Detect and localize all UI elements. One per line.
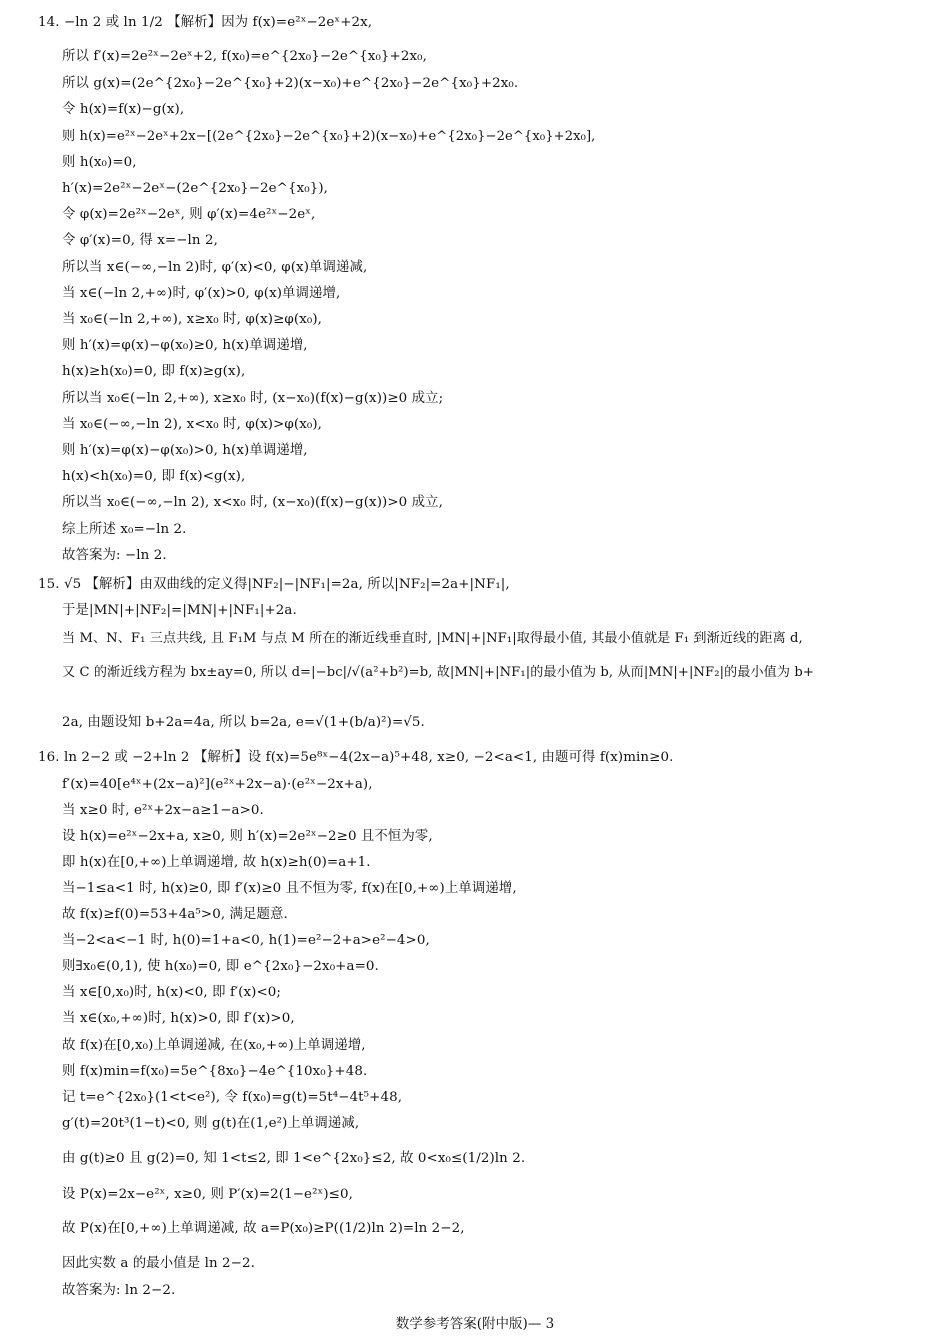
p16-line-6: 当−1≤a<1 时, h(x)≥0, 即 f′(x)≥0 且不恒为零, f(x)在[0,+∞)上单调递增, — [62, 881, 517, 896]
p14-line-6: 则 h(x₀)=0, — [62, 155, 137, 170]
p16-line-2: f′(x)=40[e⁴ˣ+(2x−a)²](e²ˣ+2x−a)·(e²ˣ−2x+a), — [62, 777, 373, 792]
p16-line-19: 因此实数 a 的最小值是 ln 2−2. — [62, 1256, 255, 1271]
p16-line-13: 则 f(x)min=f(x₀)=5e^{8x₀}−4e^{10x₀}+48. — [62, 1064, 368, 1079]
p14-line-15: 所以当 x₀∈(−ln 2,+∞), x≥x₀ 时, (x−x₀)(f(x)−g(x))≥0 成立; — [62, 391, 444, 406]
p16-line-3: 当 x≥0 时, e²ˣ+2x−a≥1−a>0. — [62, 803, 264, 818]
p14-line-12: 当 x₀∈(−ln 2,+∞), x≥x₀ 时, φ(x)≥φ(x₀), — [62, 312, 323, 327]
p15-line-5: 2a, 由题设知 b+2a=4a, 所以 b=2a, e=√(1+(b/a)²)=√5. — [62, 715, 425, 730]
page-footer: 数学参考答案(附中版)— 3 — [395, 1316, 555, 1332]
p14-line-9: 令 φ′(x)=0, 得 x=−ln 2, — [62, 233, 218, 248]
p16-line-18: 故 P(x)在[0,+∞)上单调递减, 故 a=P(x₀)≥P((1/2)ln 2)=ln 2−2, — [62, 1221, 465, 1236]
p14-line-5: 则 h(x)=e²ˣ−2eˣ+2x−[(2e^{2x₀}−2e^{x₀}+2)(x−x₀)+e^{2x₀}−2e^{x₀}+2x₀], — [62, 129, 596, 144]
p16-line-12: 故 f(x)在[0,x₀)上单调递减, 在(x₀,+∞)上单调递增, — [62, 1038, 366, 1053]
p14-line-17: 则 h′(x)=φ(x)−φ(x₀)>0, h(x)单调递增, — [62, 443, 308, 458]
p16-line-15: g′(t)=20t³(1−t)<0, 则 g(t)在(1,e²)上单调递减, — [62, 1116, 360, 1131]
p14-line-1: 14. −ln 2 或 ln 1/2 【解析】因为 f(x)=e²ˣ−2eˣ+2x, — [38, 15, 373, 30]
p15-line-4: 又 C 的渐近线方程为 bx±ay=0, 所以 d=|−bc|/√(a²+b²)=b, 故|MN|+|NF₁|的最小值为 b, 从而|MN|+|NF₂|的最小值为 b+ — [62, 665, 814, 680]
p14-line-19: 所以当 x₀∈(−∞,−ln 2), x<x₀ 时, (x−x₀)(f(x)−g(x))>0 成立, — [62, 495, 443, 510]
p16-line-4: 设 h(x)=e²ˣ−2x+a, x≥0, 则 h′(x)=2e²ˣ−2≥0 且不恒为零, — [62, 829, 433, 844]
p16-line-9: 则∃x₀∈(0,1), 使 h(x₀)=0, 即 e^{2x₀}−2x₀+a=0. — [62, 959, 379, 974]
p15-line-3: 当 M、N、F₁ 三点共线, 且 F₁M 与点 M 所在的渐近线垂直时, |MN|+|NF₁|取得最小值, 其最小值就是 F₁ 到渐近线的距离 d, — [62, 631, 803, 646]
p16-line-14: 记 t=e^{2x₀}(1<t<e²), 令 f(x₀)=g(t)=5t⁴−4t⁵+48, — [62, 1090, 403, 1105]
p16-line-11: 当 x∈(x₀,+∞)时, h(x)>0, 即 f′(x)>0, — [62, 1011, 295, 1026]
p16-line-1: 16. ln 2−2 或 −2+ln 2 【解析】设 f(x)=5e⁸ˣ−4(2x−a)⁵+48, x≥0, −2<a<1, 由题可得 f(x)min≥0. — [38, 750, 674, 765]
p14-line-7: h′(x)=2e²ˣ−2eˣ−(2e^{2x₀}−2e^{x₀}), — [62, 181, 329, 196]
p14-line-16: 当 x₀∈(−∞,−ln 2), x<x₀ 时, φ(x)>φ(x₀), — [62, 417, 323, 432]
p14-line-18: h(x)<h(x₀)=0, 即 f(x)<g(x), — [62, 469, 246, 484]
p14-line-10: 所以当 x∈(−∞,−ln 2)时, φ′(x)<0, φ(x)单调递减, — [62, 260, 368, 275]
p16-line-7: 故 f(x)≥f(0)=53+4a⁵>0, 满足题意. — [62, 907, 288, 922]
p16-line-17: 设 P(x)=2x−e²ˣ, x≥0, 则 P′(x)=2(1−e²ˣ)≤0, — [62, 1187, 353, 1202]
p14-line-2: 所以 f′(x)=2e²ˣ−2eˣ+2, f(x₀)=e^{2x₀}−2e^{x₀}+2x₀, — [62, 49, 427, 64]
p14-line-20: 综上所述 x₀=−ln 2. — [62, 522, 187, 537]
p14-line-8: 令 φ(x)=2e²ˣ−2eˣ, 则 φ′(x)=4e²ˣ−2eˣ, — [62, 207, 316, 222]
p15-line-2: 于是|MN|+|NF₂|=|MN|+|NF₁|+2a. — [62, 603, 297, 618]
p16-line-10: 当 x∈[0,x₀)时, h(x)<0, 即 f′(x)<0; — [62, 985, 282, 1000]
p14-line-4: 令 h(x)=f(x)−g(x), — [62, 102, 185, 117]
p15-line-1: 15. √5 【解析】由双曲线的定义得|NF₂|−|NF₁|=2a, 所以|NF₂|=2a+|NF₁|, — [38, 577, 510, 592]
p14-line-11: 当 x∈(−ln 2,+∞)时, φ′(x)>0, φ(x)单调递增, — [62, 286, 341, 301]
p16-line-20: 故答案为: ln 2−2. — [62, 1283, 176, 1298]
p14-line-13: 则 h′(x)=φ(x)−φ(x₀)≥0, h(x)单调递增, — [62, 338, 308, 353]
p14-line-3: 所以 g(x)=(2e^{2x₀}−2e^{x₀}+2)(x−x₀)+e^{2x₀}−2e^{x₀}+2x₀. — [62, 76, 519, 91]
p14-line-21: 故答案为: −ln 2. — [62, 548, 167, 563]
p14-line-14: h(x)≥h(x₀)=0, 即 f(x)≥g(x), — [62, 364, 246, 379]
p16-line-16: 由 g(t)≥0 且 g(2)=0, 知 1<t≤2, 即 1<e^{2x₀}≤2, 故 0<x₀≤(1/2)ln 2. — [62, 1151, 526, 1166]
p16-line-8: 当−2<a<−1 时, h(0)=1+a<0, h(1)=e²−2+a>e²−4>0, — [62, 933, 430, 948]
p16-line-5: 即 h(x)在[0,+∞)上单调递增, 故 h(x)≥h(0)=a+1. — [62, 855, 371, 870]
